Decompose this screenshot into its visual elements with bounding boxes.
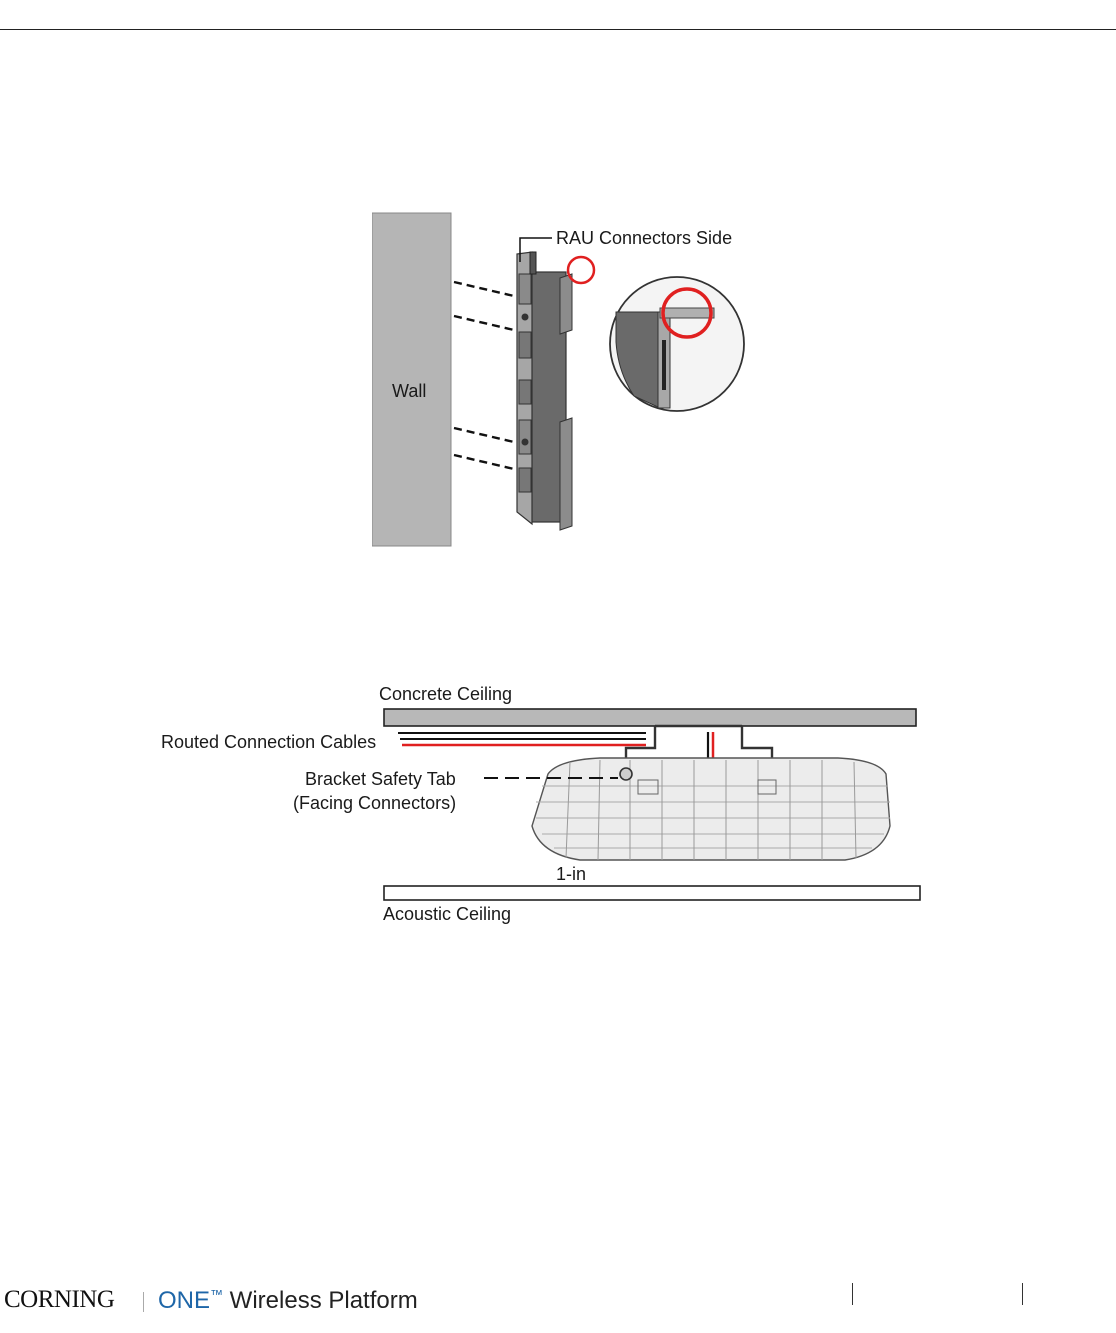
trademark-symbol: ™ (210, 1287, 224, 1302)
concrete-ceiling (384, 709, 916, 726)
rau-unit (532, 758, 890, 860)
safety-tab-label-line2: (Facing Connectors) (293, 793, 457, 813)
page-footer (0, 1283, 1116, 1323)
acoustic-ceiling (384, 886, 920, 900)
corning-logo: CORNING (4, 1286, 115, 1313)
wall-mount-figure (372, 212, 752, 548)
product-name (158, 1287, 418, 1315)
safety-tab (620, 768, 632, 780)
rau-connectors-side-label: RAU Connectors Side (556, 228, 733, 248)
magnified-detail (610, 277, 744, 411)
concrete-ceiling-label: Concrete Ceiling (379, 684, 513, 704)
footer-separator (143, 1292, 144, 1312)
header-rule (0, 29, 1116, 30)
ceiling-mount-figure (150, 676, 940, 934)
gap-label: 1-in (556, 864, 587, 884)
product-rest: Wireless Platform (223, 1287, 418, 1314)
routed-cables-label: Routed Connection Cables (161, 732, 377, 752)
wall-mount-drawing (372, 212, 752, 548)
wall (372, 213, 451, 546)
ceiling-mount-drawing (150, 676, 940, 934)
product-one: ONE (158, 1287, 211, 1314)
safety-tab-label-line1: Bracket Safety Tab (305, 769, 456, 789)
footer-divider-1 (852, 1283, 853, 1305)
footer-divider-2 (1022, 1283, 1023, 1305)
screw-guide-lines (454, 282, 514, 469)
wall-label: Wall (392, 381, 427, 401)
small-highlight-circle (568, 257, 594, 283)
acoustic-ceiling-label: Acoustic Ceiling (383, 904, 512, 924)
mounting-bracket (517, 252, 572, 530)
